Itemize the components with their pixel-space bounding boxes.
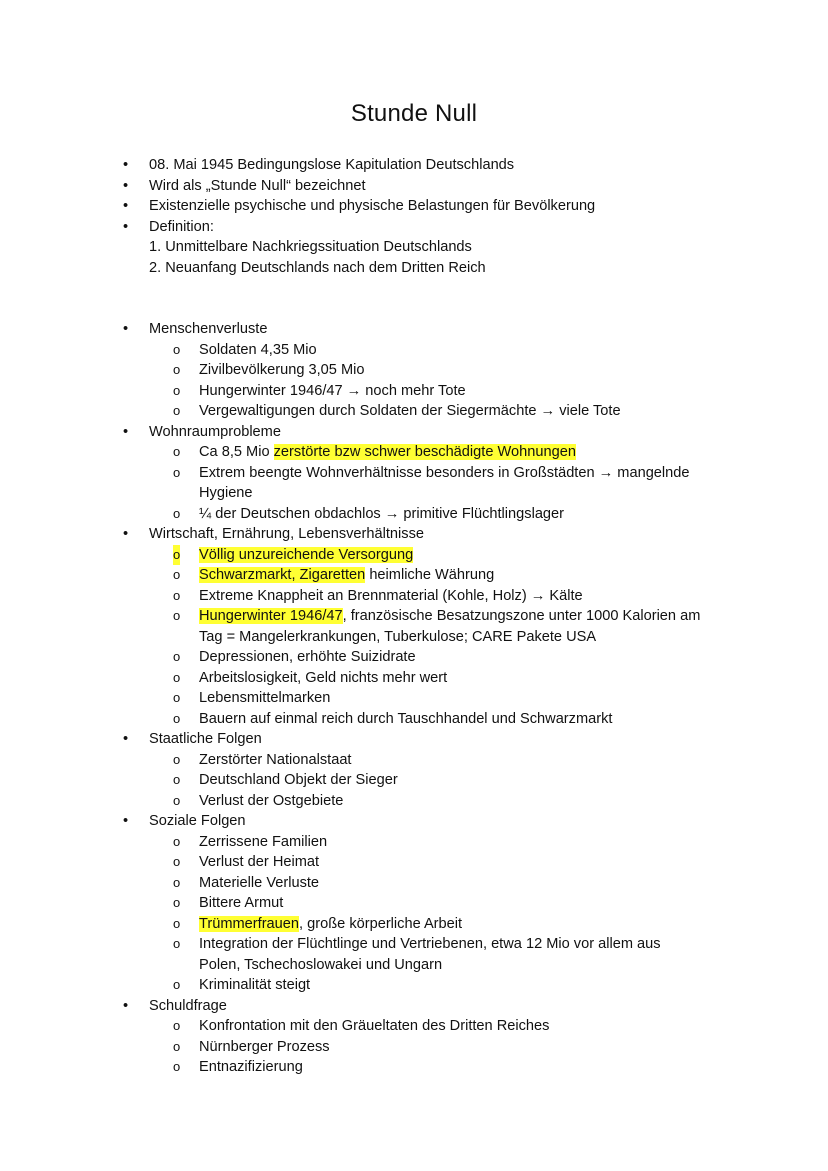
- section-heading: • Wohnraumprobleme: [0, 422, 828, 443]
- circle-bullet-icon: o: [173, 977, 181, 992]
- sub-list-item: o Verlust der Ostgebiete: [0, 791, 828, 812]
- sub-list-item: o Zerrissene Familien: [0, 832, 828, 853]
- sub-list-item: o Bittere Armut: [0, 893, 828, 914]
- sub-list-item: o ¼ der Deutschen obdachlos → primitive Flüchtlingslager: [0, 504, 828, 525]
- highlighted-text: Trümmerfrauen: [199, 915, 300, 932]
- list-item: • Existenzielle psychische und physische Belastungen für Bevölkerung: [0, 196, 828, 217]
- circle-bullet-icon: o: [173, 649, 181, 664]
- sub-list-item: o Hungerwinter 1946/47, französische Besatzungszone unter 1000 Kalorien am: [0, 606, 828, 627]
- sub-list-item-continuation: Hygiene: [199, 485, 253, 501]
- circle-bullet-icon: o: [173, 382, 181, 398]
- circle-bullet-icon: o: [173, 1059, 181, 1074]
- bullet-icon: •: [123, 198, 129, 214]
- circle-bullet-icon: o: [173, 444, 181, 459]
- list-item: • Definition:: [0, 217, 828, 238]
- sub-list-item: o Ca 8,5 Mio zerstörte bzw schwer beschädigte Wohnungen: [0, 442, 828, 463]
- section-heading: • Menschenverluste: [0, 319, 828, 340]
- sub-list-item: o Extrem beengte Wohnverhältnisse besonders in Großstädten → mangelnde: [0, 463, 828, 484]
- highlighted-text: zerstörte bzw schwer beschädigte Wohnungen: [273, 444, 576, 460]
- bullet-icon: •: [123, 731, 129, 747]
- sub-list-item: o Bauern auf einmal reich durch Tauschhandel und Schwarzmarkt: [0, 709, 828, 730]
- circle-bullet-icon: o: [173, 567, 181, 582]
- sub-list-item: o Entnazifizierung: [0, 1057, 828, 1078]
- bullet-icon: •: [123, 218, 129, 235]
- sub-list-item: o Konfrontation mit den Gräueltaten des Dritten Reiches: [0, 1016, 828, 1037]
- circle-bullet-icon: o: [173, 915, 181, 931]
- section-heading: • Staatliche Folgen: [0, 729, 828, 750]
- sub-list-item: o Deutschland Objekt der Sieger: [0, 770, 828, 791]
- highlighted-text: Schwarzmarkt, Zigaretten: [199, 567, 366, 583]
- sub-list-item: o Depressionen, erhöhte Suizidrate: [0, 647, 828, 668]
- section-heading: • Soziale Folgen: [0, 811, 828, 832]
- circle-bullet-icon: o: [173, 545, 180, 566]
- sub-list-item: [0, 545, 828, 566]
- circle-bullet-icon: o: [173, 936, 181, 951]
- sub-list-item-continuation: Tag = Mangelerkrankungen, Tuberkulose; CARE Pakete USA: [199, 628, 597, 645]
- circle-bullet-icon: o: [173, 833, 181, 849]
- sub-list-item: o Extreme Knappheit an Brennmaterial (Kohle, Holz) → Kälte: [0, 586, 828, 607]
- circle-bullet-icon: o: [173, 464, 181, 480]
- sub-list-item: o Zerstörter Nationalstaat: [0, 750, 828, 771]
- circle-bullet-icon: o: [173, 690, 181, 705]
- sub-list-item: o Zivilbevölkerung 3,05 Mio: [0, 360, 828, 381]
- spacer: [0, 278, 828, 319]
- circle-bullet-icon: o: [173, 751, 181, 767]
- sub-list-item: o Vergewaltigungen durch Soldaten der Siegermächte → viele Tote: [0, 401, 828, 422]
- circle-bullet-icon: o: [173, 505, 181, 521]
- circle-bullet-icon: o: [173, 403, 181, 418]
- highlighted-text: Völlig unzureichende Versorgung: [199, 546, 414, 563]
- circle-bullet-icon: o: [173, 362, 181, 377]
- list-item: • Wird als „Stunde Null“ bezeichnet: [0, 176, 828, 197]
- sub-list-item: o Kriminalität steigt: [0, 975, 828, 996]
- sub-list-item: o Hungerwinter 1946/47 → noch mehr Tote: [0, 381, 828, 402]
- bullet-icon: •: [123, 997, 129, 1014]
- definition-line: 1. Unmittelbare Nachkriegssituation Deutschlands: [149, 239, 472, 255]
- sub-list-item: o Integration der Flüchtlinge und Vertriebenen, etwa 12 Mio vor allem aus: [0, 934, 828, 955]
- sub-list-item: o Lebensmittelmarken: [0, 688, 828, 709]
- sub-list-item: o Trümmerfrauen, große körperliche Arbeit: [0, 914, 828, 935]
- section-heading: • Wirtschaft, Ernährung, Lebensverhältnisse: [0, 524, 828, 545]
- circle-bullet-icon: o: [173, 341, 181, 357]
- circle-bullet-icon: o: [173, 792, 181, 808]
- sub-list-item: o Schwarzmarkt, Zigaretten heimliche Währung: [0, 565, 828, 586]
- sub-list-item: o Nürnberger Prozess: [0, 1037, 828, 1058]
- list-item: • 08. Mai 1945 Bedingungslose Kapitulation Deutschlands: [0, 155, 828, 176]
- sub-list-item: o Verlust der Heimat: [0, 852, 828, 873]
- circle-bullet-icon: o: [173, 669, 181, 685]
- bullet-icon: •: [123, 813, 129, 829]
- circle-bullet-icon: o: [173, 710, 181, 726]
- sub-list-item: o Arbeitslosigkeit, Geld nichts mehr wert: [0, 668, 828, 689]
- circle-bullet-icon: o: [173, 854, 181, 869]
- circle-bullet-icon: o: [173, 608, 181, 623]
- bullet-icon: •: [123, 321, 129, 337]
- circle-bullet-icon: o: [173, 1038, 181, 1054]
- bullet-icon: •: [123, 177, 129, 194]
- bullet-icon: •: [123, 526, 129, 542]
- page-title: Stunde Null: [350, 100, 478, 127]
- circle-bullet-icon: o: [173, 874, 181, 890]
- circle-bullet-icon: o: [173, 1018, 181, 1033]
- definition-line: 2. Neuanfang Deutschlands nach dem Dritten Reich: [149, 259, 486, 276]
- document-body: [0, 155, 828, 1078]
- bullet-icon: •: [123, 157, 129, 173]
- bullet-icon: •: [123, 423, 129, 440]
- highlighted-text: Hungerwinter 1946/47: [199, 608, 343, 624]
- sub-list-item: o Soldaten 4,35 Mio: [0, 340, 828, 361]
- section-heading: • Schuldfrage: [0, 996, 828, 1017]
- sub-list-item-continuation: Polen, Tschechoslowakei und Ungarn: [199, 956, 443, 973]
- circle-bullet-icon: o: [173, 772, 181, 787]
- circle-bullet-icon: o: [173, 895, 181, 910]
- sub-list-item: o Materielle Verluste: [0, 873, 828, 894]
- circle-bullet-icon: o: [173, 587, 181, 603]
